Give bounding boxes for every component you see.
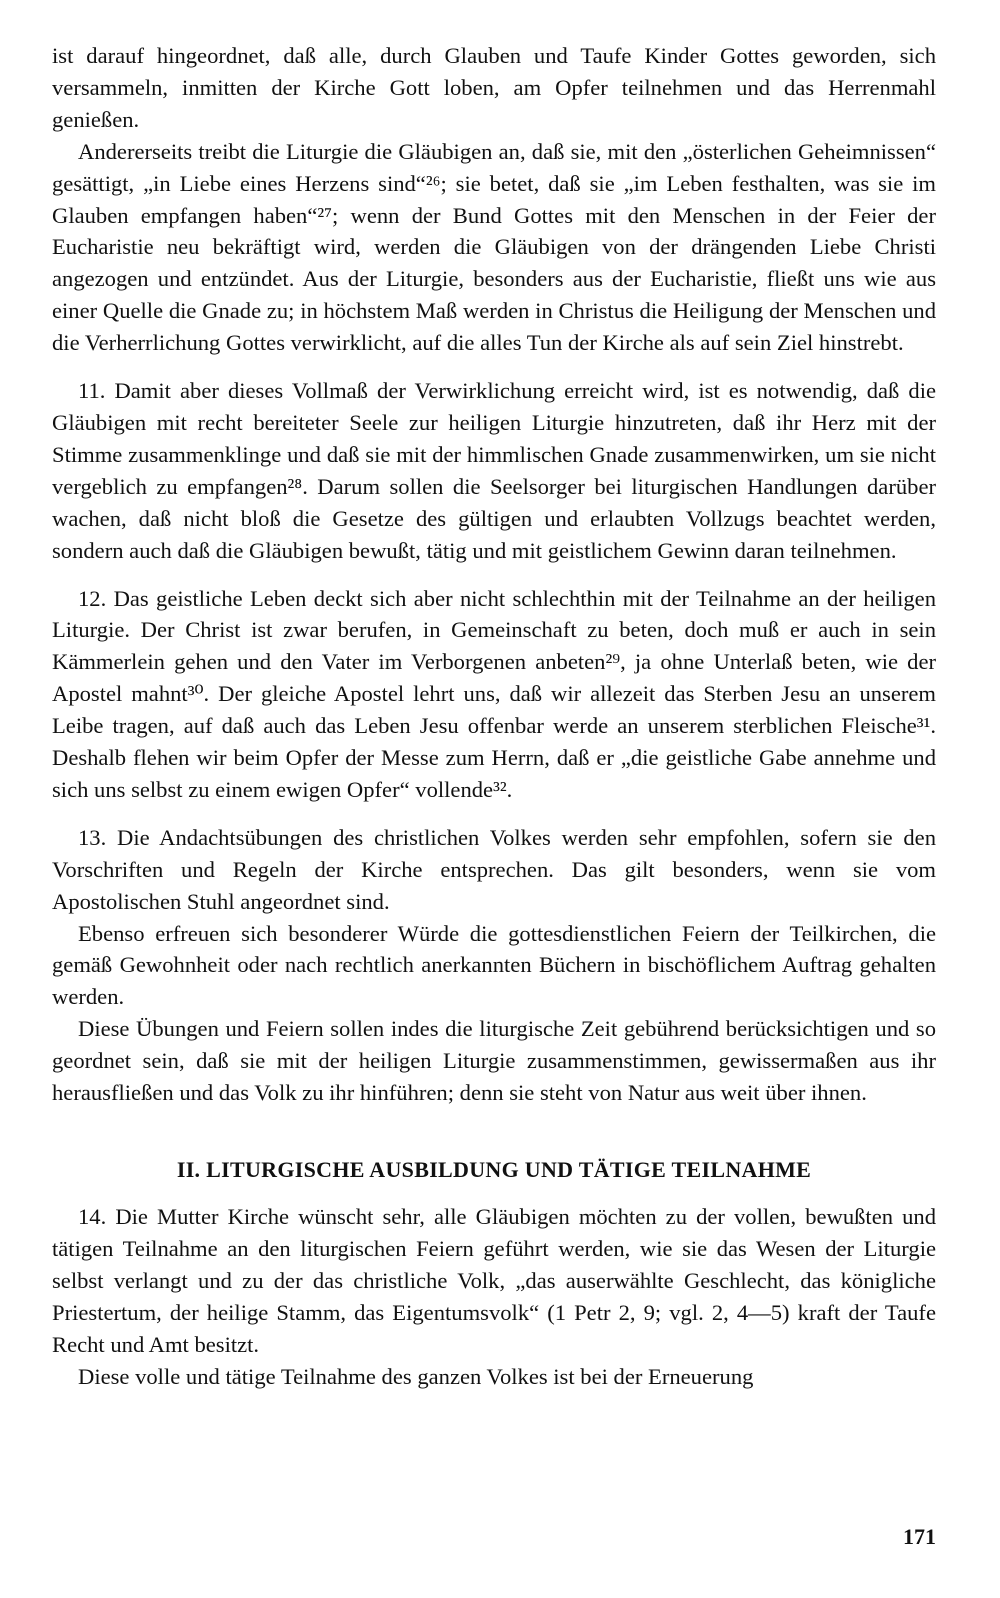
paragraph: 11. Damit aber dieses Vollmaß der Verwirklichung erreicht wird, ist es notwendig, daß die Gläubigen mit recht bereiteter Seele zur heiligen Liturgie hinzutreten, daß ihr Herz mit der Stimme zusammenklinge und daß sie mit der himmlischen Gnade zusammenwirken, um sie nicht vergeblich zu empfangen²⁸. Darum sollen die Seelsorger bei liturgischen Handlungen darüber wachen, daß nicht bloß die Gesetze des gültigen und erlaubten Vollzugs beachtet werden, sondern auch daß die Gläubigen bewußt, tätig und mit geistlichem Gewinn daran teilnehmen. [52,378,936,563]
section-12 [52,583,936,806]
section-14 [52,1201,936,1392]
section-11 [52,375,936,566]
paragraph: Andererseits treibt die Liturgie die Gläubigen an, daß sie, mit den „österlichen Geheimnissen“ gesättigt, „in Liebe eines Herzens sind“²⁶; sie betet, daß sie „im Leben festhalten, was sie im Glauben empfangen haben“²⁷; wenn der Bund Gottes mit den Menschen in der Feier der Eucharistie neu bekräftigt wird, werden die Gläubigen von der drängenden Liebe Christi angezogen und entzündet. Aus der Liturgie, besonders aus der Eucharistie, fließt uns wie aus einer Quelle die Gnade zu; in höchstem Maß werden in Christus die Heiligung der Menschen und die Verherrlichung Gottes verwirklicht, auf die alles Tun der Kirche als auf sein Ziel hinstrebt. [52,138,936,356]
paragraph: Diese Übungen und Feiern sollen indes die liturgische Zeit gebührend berücksichtigen und so geordnet sein, daß sie mit der heiligen Liturgie zusammenstimmen, gewissermaßen aus ihr herausfließen und das Volk zu ihr hinführen; denn sie steht von Natur aus weit über ihnen. [52,1016,936,1106]
paragraph: Diese volle und tätige Teilnahme des ganzen Volkes ist bei der Erneuerung [78,1363,754,1389]
paragraph: Ebenso erfreuen sich besonderer Würde die gottesdienstlichen Feiern der Teilkirchen, die gemäß Gewohnheit oder nach rechtlich anerkannten Büchern in bischöflichem Auftrag gehalten werden. [52,920,936,1010]
section-intro [52,40,936,359]
paragraph: 13. Die Andachtsübungen des christlichen Volkes werden sehr empfohlen, sofern sie den Vorschriften und Regeln der Kirche entsprechen. Das gilt besonders, wenn sie vom Apostolischen Stuhl angeordnet sind. [52,824,936,914]
page-number: 171 [903,1524,936,1549]
section-13 [52,822,936,1109]
chapter-heading: II. LITURGISCHE AUSBILDUNG UND TÄTIGE TEILNAHME [176,1157,812,1182]
paragraph: ist darauf hingeordnet, daß alle, durch Glauben und Taufe Kinder Gottes geworden, sich versammeln, inmitten der Kirche Gott loben, am Opfer teilnehmen und das Herrenmahl genießen. [52,43,936,132]
paragraph: 12. Das geistliche Leben deckt sich aber nicht schlechthin mit der Teilnahme an der heiligen Liturgie. Der Christ ist zwar berufen, in Gemeinschaft zu beten, doch muß er auch in sein Kämmerlein gehen und den Vater im Verborgenen anbeten²⁹, ja ohne Unterlaß beten, wie der Apostel mahnt³⁰. Der gleiche Apostel lehrt uns, daß wir allezeit das Sterben Jesu an unserem Leibe tragen, auf daß auch das Leben Jesu offenbar werde an unserem sterblichen Fleische³¹. Deshalb flehen wir beim Opfer der Messe zum Herrn, daß er „die geistliche Gabe annehme und sich uns selbst zu einem ewigen Opfer“ vollende³². [52,585,936,802]
page-body [52,40,936,1392]
paragraph: 14. Die Mutter Kirche wünscht sehr, alle Gläubigen möchten zu der vollen, bewußten und tätigen Teilnahme an den liturgischen Feiern geführt werden, wie sie das Wesen der Liturgie selbst verlangt und zu der das christliche Volk, „das auserwählte Geschlecht, das königliche Priestertum, der heilige Stamm, das Eigentumsvolk“ (1 Petr 2, 9; vgl. 2, 4—5) kraft der Taufe Recht und Amt besitzt. [52,1204,936,1357]
